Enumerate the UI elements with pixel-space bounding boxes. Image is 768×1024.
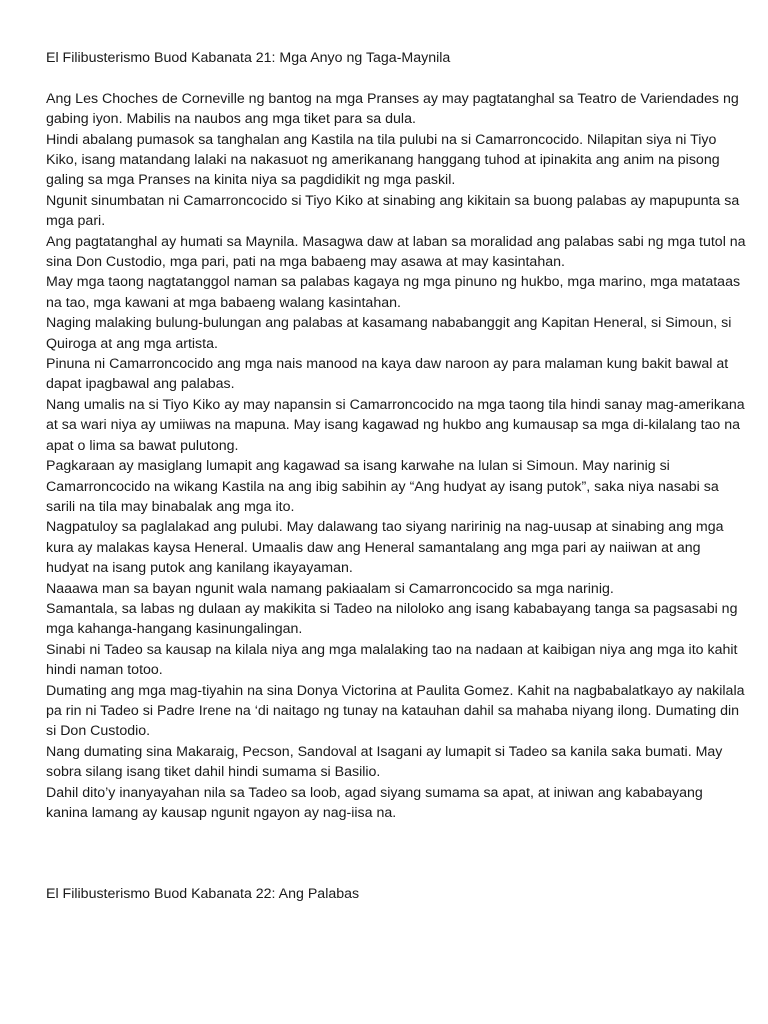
paragraph-7: Pinuna ni Camarroncocido ang mga nais manood na kaya daw naroon ay para malaman kung bakit bawal at dapat ipagbawal ang palabas. xyxy=(46,356,729,393)
chapter-22-heading: El Filibusterismo Buod Kabanata 22: Ang Palabas xyxy=(46,886,360,903)
paragraph-16: Dahil dito’y inanyayahan nila sa Tadeo sa loob, agad siyang sumama sa apat, at iniwan ang kababayang kanina lamang ay kausap ngunit ngayon ay nag-iisa na. xyxy=(46,784,703,822)
section-gap xyxy=(46,823,746,884)
paragraph-10: Nagpatuloy sa paglalakad ang pulubi. May dalawang tao siyang naririnig na nag-uusap at sinabing ang mga kura ay malakas kaysa Heneral. Umaalis daw ang Heneral samantalang ang mga pari ay naiiwan at ang hudyat na isang putok ang kanilang ikayayaman. xyxy=(46,519,724,577)
paragraph-15: Nang dumating sina Makaraig, Pecson, Sandoval at Isagani ay lumapit si Tadeo sa kanila saka bumati. May sobra silang isang tiket dahil hindi sumama si Basilio. xyxy=(46,743,723,781)
paragraph-5: May mga taong nagtatanggol naman sa palabas kagaya ng mga pinuno ng hukbo, mga marino, mga matataas na tao, mga kawani at mga babaeng walang kasintahan. xyxy=(46,274,741,311)
paragraph-12: Samantala, sa labas ng dulaan ay makikita si Tadeo na niloloko ang isang kababayang tanga sa pagsasabi ng mga kahanga-hangang kasinungalingan. xyxy=(46,600,738,638)
paragraph-11: Naaawa man sa bayan ngunit wala namang pakiaalam si Camarroncocido sa mga narinig. xyxy=(46,580,614,597)
paragraph-13: Sinabi ni Tadeo sa kausap na kilala niya ang mga malalaking tao na nadaan at kaibigan niya ang mga ito kahit hindi naman totoo. xyxy=(46,641,738,679)
paragraph-4: Ang pagtatanghal ay humati sa Maynila. Masagwa daw at laban sa moralidad ang palabas sabi ng mga tutol na sina Don Custodio, mga pari, pati na mga babaeng may asawa at may kasintahan. xyxy=(46,233,746,271)
paragraph-3: Ngunit sinumbatan ni Camarroncocido si Tiyo Kiko at sinabing ang kikitain sa buong palabas ay mapupunta sa mga pari. xyxy=(46,192,740,230)
document-page xyxy=(46,48,746,905)
paragraph-6: Naging malaking bulung-bulungan ang palabas at kasamang nababanggit ang Kapitan Heneral, si Simoun, si Quiroga at ang mga artista. xyxy=(46,315,732,352)
paragraph-2: Hindi abalang pumasok sa tanghalan ang Kastila na tila pulubi na si Camarroncocido. Nilapitan siya ni Tiyo Kiko, isang matandang lalaki na nakasuot ng amerikanang hanggang tuhod at ipinakita ang anim na pisong galing sa mga Pranses na kinita niya sa pagdidikit ng mga paskil. xyxy=(46,131,720,189)
chapter-21-heading: El Filibusterismo Buod Kabanata 21: Mga Anyo ng Taga-Maynila xyxy=(46,50,451,66)
paragraph-1: Ang Les Choches de Corneville ng bantog na mga Pranses ay may pagtatanghal sa Teatro de Variendades ng gabing iyon. Mabilis na naubos ang mga tiket para sa dula. xyxy=(46,90,739,128)
paragraph-9: Pagkaraan ay masiglang lumapit ang kagawad sa isang karwahe na lulan si Simoun. May narinig si Camarroncocido na wikang Kastila na ang ibig sabihin ay “Ang hudyat ay isang putok”, saka niya nasabi sa sarili na tila may binabalak ang mga ito. xyxy=(46,458,719,515)
paragraph-14: Dumating ang mga mag-tiyahin na sina Donya Victorina at Paulita Gomez. Kahit na nagbabalatkayo ay nakilala pa rin ni Tadeo si Padre Irene na ‘di naitago ng tunay na katauhan dahil sa mahaba niyang ilong. Dumating din si Don Custodio. xyxy=(46,682,745,740)
blank-line xyxy=(46,68,746,88)
paragraph-8: Nang umalis na si Tiyo Kiko ay may napansin si Camarroncocido na mga taong tila hindi sanay mag-amerikana at sa wari niya ay umiiwas na mapuna. May isang kagawad ng hukbo ang kumausap sa mga di-kilalang tao na apat o lima sa bawat pulutong. xyxy=(46,396,745,454)
